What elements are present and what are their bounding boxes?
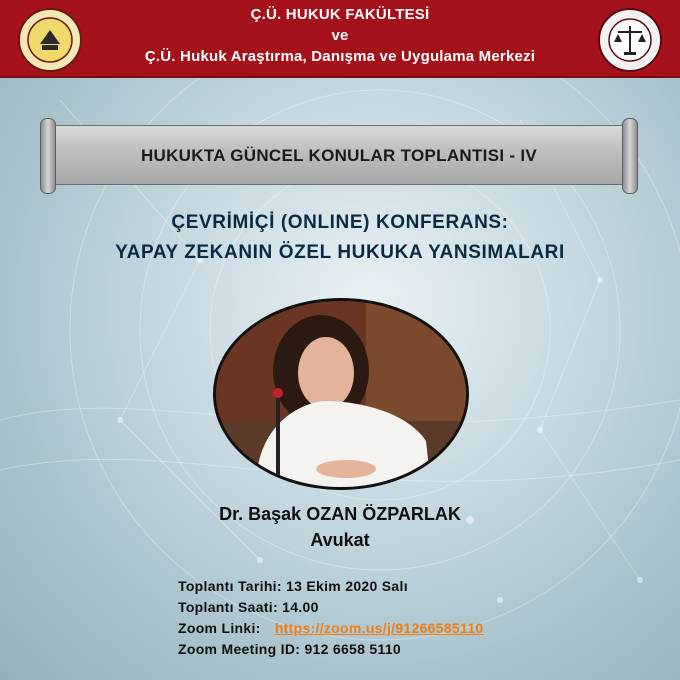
- meeting-series-title: HUKUKTA GÜNCEL KONULAR TOPLANTISI - IV: [140, 146, 538, 165]
- title-scroll-banner: [40, 118, 638, 192]
- header-bar: [0, 0, 680, 78]
- speaker-role: Avukat: [310, 530, 370, 550]
- speaker-photo: [213, 298, 469, 490]
- zoom-meeting-id-label: Zoom Meeting ID:: [178, 641, 301, 657]
- meeting-date-row: [178, 578, 408, 594]
- zoom-link-row: [178, 620, 484, 636]
- header-faculty-name: Ç.Ü. HUKUK FAKÜLTESİ: [250, 6, 430, 23]
- zoom-meeting-id-value: 912 6658 5110: [304, 641, 401, 657]
- zoom-meeting-id-row: [178, 641, 401, 657]
- zoom-link[interactable]: https://zoom.us/j/91266585110: [274, 620, 484, 636]
- meeting-time-value: 14.00: [282, 599, 319, 615]
- speaker-name: Dr. Başak OZAN ÖZPARLAK: [219, 504, 461, 524]
- header-conjunction: ve: [331, 27, 349, 44]
- meeting-time-label: Toplantı Saati:: [178, 599, 278, 615]
- law-faculty-seal-logo: [598, 8, 662, 72]
- conference-topic-heading: YAPAY ZEKANIN ÖZEL HUKUKA YANSIMALARI: [115, 242, 565, 263]
- meeting-date-label: Toplantı Tarihi:: [178, 578, 282, 594]
- meeting-time-row: [178, 599, 319, 615]
- meeting-date-value: 13 Ekim 2020 Salı: [286, 578, 408, 594]
- conference-type-heading: ÇEVRİMİÇİ (ONLINE) KONFERANS:: [171, 212, 509, 233]
- zoom-link-label: Zoom Linki:: [178, 620, 261, 636]
- header-center-name: Ç.Ü. Hukuk Araştırma, Danışma ve Uygulama Merkezi: [144, 48, 536, 65]
